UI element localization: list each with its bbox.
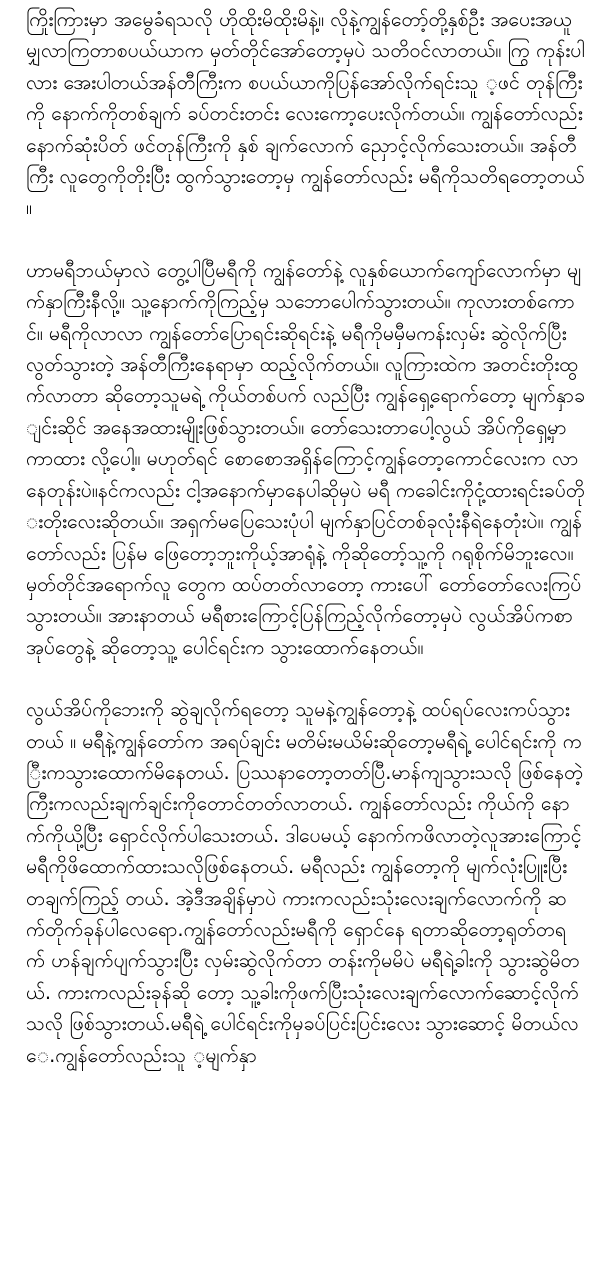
paragraph-1: ကြိုးကြားမှာ အမွေခံရသလို ဟိုထိုးမိထိုးမိနဲ့။ လိုနဲ့ကျွန်တော့်တို့နှစ်ဦး အပေးအယူ မျှလာကြတာစပယ်ယာက မှတ်တိုင်အော်တော့မှပဲ သတိဝင်လာတယ်။ ကြွ ကုန်းပါလား အေးပါတယ်အန်တီကြီးက စပယ်ယာကိုပြန်အော်လိုက်ရင်းသူ ့ဖင် တုန်ကြီးကို နောက်ကိုတစ်ချက် ခပ်တင်းတင်း လေးကော့ပေးလိုက်တယ်။ ကျွန်တော်လည်း နောက်ဆုံးပိတ် ဖင်တုန်ကြီးကို နှစ် ချက်လောက် ညှောင့်လိုက်သေးတယ်။ အန်တီကြီး လူတွေကိုတိုးပြီး ထွက်သွားတော့မှ ကျွန်တော်လည်း မရီကိုသတိရတော့တယ်။ bbox=[26, 8, 585, 220]
paragraph-3: လွယ်အိပ်ကိုဘေးကို ဆွဲချလိုက်ရတော့ သူမနဲ့ကျွန်တော့နဲ့ ထပ်ရပ်လေးကပ်သွားတယ် ။ မရီနဲ့ကျွန်တော်က အရပ်ချင်း မတိမ်းမယိမ်းဆိုတော့မရီရဲ့ ပေါင်ရင်းကို ကြီးကသွားထောက်မိနေတယ်. ပြဿနာတော့တတ်ပြီ.မာန်ကျသွားသလို ဖြစ်နေတဲ့ ကြီးကလည်းချက်ချင်းကိုတောင်တတ်လာတယ်. ကျွန်တော်လည်း ကိုယ်ကို နောက်ကိုယို့ပြီး ရှောင်လိုက်ပါသေးတယ်. ဒါပေမယ့် နောက်ကဖိလာတဲ့လူအားကြောင့်မရီကိုဖိထောက်ထားသလိုဖြစ်နေတယ်. မရီလည်း ကျွန်တော့ကို မျက်လုံးပြူးပြီး တချက်ကြည့် တယ်. အဲ့ဒီအချိန်မှာပဲ ကားကလည်းသုံးလေးချက်လောက်ကို ဆက်တိုက်ခုန်ပါလေရော.ကျွန်တော်လည်းမရီကို ရှောင်နေ ရတာဆိုတော့ရုတ်တရက် ဟန်ချက်ပျက်သွားပြီး လှမ်းဆွဲလိုက်တာ တန်းကိုမမိပဲ မရီရဲ့ခါးကို သွားဆွဲမိတယ်. ကားကလည်းခုန်ဆို တော့ သူ့ခါးကိုဖက်ပြီးသုံးလေးချက်လောက်ဆောင့်လိုက်သလို ဖြစ်သွားတယ်.မရီရဲ့ ပေါင်ရင်းကိုမှခပ်ပြင်းပြင်းလေး သွားဆောင့် မိတယ်လေ.ကျွန်တော်လည်းသူ ့မျက်နှာ bbox=[26, 698, 584, 1067]
paragraph-2: ဟာမရီဘယ်မှာလဲ တွေ့ပါပြီမရီကို ကျွန်တော်နဲ့ လူနှစ်ယောက်ကျော်လောက်မှာ မျက်နှာကြီးနီလို့။ သူ့နောက်ကိုကြည့်မှ သဘောပေါက်သွားတယ်။ ကုလားတစ်ကောင်။ မရီကိုလာလာ ကျွန်တော်ပြောရင်းဆိုရင်းနဲ့ မရီကိုမမှီမကန်းလှမ်း ဆွဲလိုက်ပြီး လွတ်သွားတဲ့ အန်တီကြီးနေရာမှာ ထည့်လိုက်တယ်။ လူကြားထဲက အတင်းတိုးထွက်လာတာ ဆိုတော့သူမရဲ့ ကိုယ်တစ်ပက် လည်ပြီး ကျွန်ရှေ့ရောက်တော့ မျက်နှာချင်းဆိုင် အနေအထားမျိုးဖြစ်သွားတယ်။ တော်သေးတာပေါ့လွယ် အိပ်ကိုရှေ့မှာကာထား လို့ပေါ့။ မဟုတ်ရင် စောစောအရှိန်ကြောင့်ကျွန်တော့ကောင်လေးက လာနေတုန်းပဲ။နင်ကလည်း ငါ့အနောက်မှာနေပါဆိုမှပဲ မရီ ကခေါင်းကိုငုံ့ထားရင်းခပ်တိုးတိုးလေးဆိုတယ်။ အရှက်မပြေသေးပုံပါ မျက်နှာပြင်တစ်ခုလုံးနီရဲနေတုံးပဲ။ ကျွန်တော်လည်း ပြန်မ ဖြေတော့ဘူးကိုယ့်အာရုံနဲ့ ကိုဆိုတော့်သူ့ကို ဂရုစိုက်မိဘူးလေ။ မှတ်တိုင်အရောက်လူ တွေက ထပ်တတ်လာတော့ ကားပေါ် တော်တော်လေးကြပ်သွားတယ်။ အားနာတယ် မရီစားကြောင့်ပြန်ကြည့်လိုက်တော့မှပဲ လွယ်အိပ်ကစာအုပ်တွေနဲ့ ဆိုတော့သူ့ ပေါင်ရင်းက သွားထောက်နေတယ်။ bbox=[26, 258, 585, 659]
